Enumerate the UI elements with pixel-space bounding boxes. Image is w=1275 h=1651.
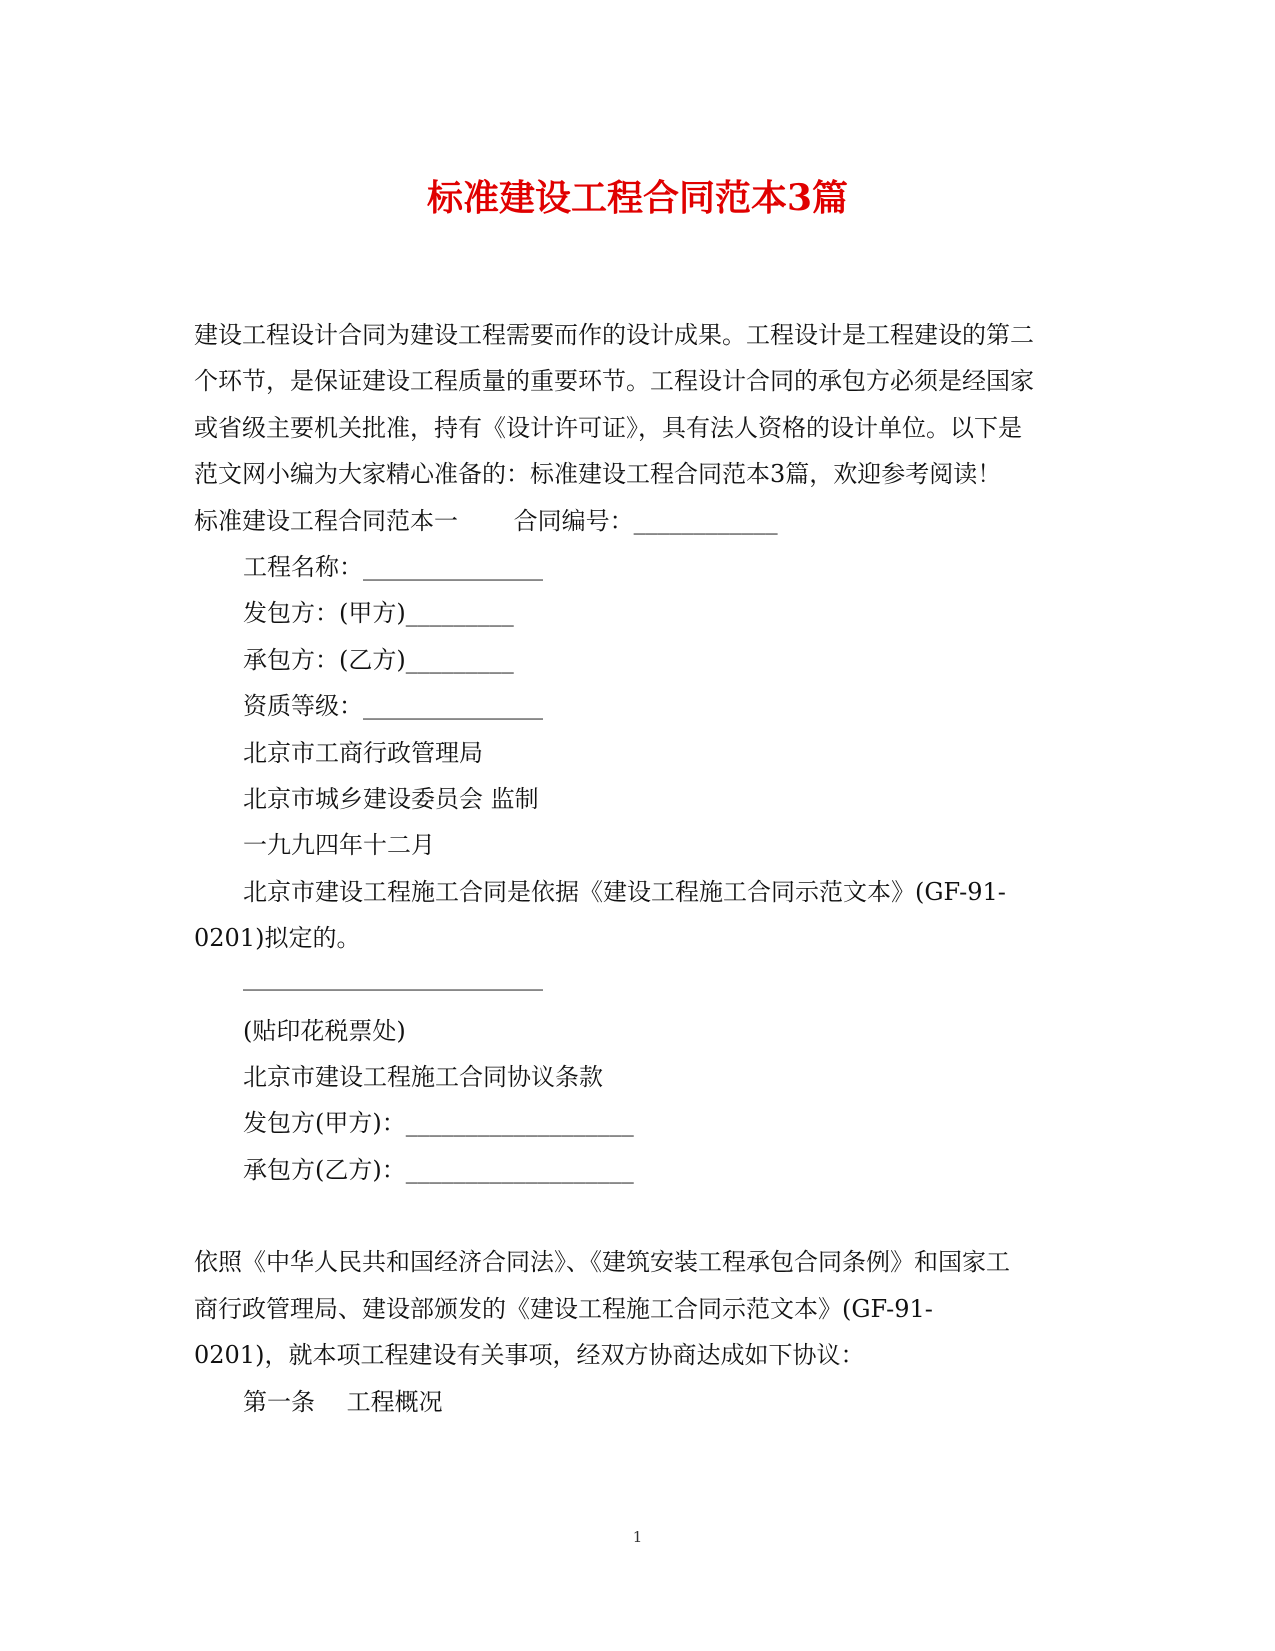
- stamp-note: (贴印花税票处): [243, 1017, 406, 1045]
- field-employer: 发包方：(甲方)_________: [243, 599, 514, 627]
- field-contractor: 承包方：(乙方)_________: [243, 646, 514, 674]
- separator-line: _________________________: [243, 963, 543, 991]
- legal-basis-line-2: 商行政管理局、建设部颁发的《建设工程施工合同示范文本》(GF-91-: [194, 1295, 933, 1323]
- issuer-2: 北京市城乡建设委员会 监制: [243, 785, 539, 813]
- field-project-name: 工程名称：_______________: [243, 553, 543, 581]
- intro-line-1: 建设工程设计合同为建设工程需要而作的设计成果。工程设计是工程建设的第二: [194, 321, 1034, 349]
- document-title: 标准建设工程合同范本3篇: [426, 177, 849, 219]
- intro-line-4: 范文网小编为大家精心准备的：标准建设工程合同范本3篇，欢迎参考阅读！: [194, 460, 1002, 488]
- issue-date: 一九九四年十二月: [243, 831, 435, 859]
- article-1-heading: 第一条 工程概况: [243, 1388, 443, 1416]
- page-number: 1: [632, 1528, 643, 1546]
- party-employer: 发包方(甲方)：___________________: [243, 1109, 634, 1137]
- agreement-title: 北京市建设工程施工合同协议条款: [243, 1063, 603, 1091]
- field-qualification: 资质等级：_______________: [243, 692, 543, 720]
- basis-line-2: 0201)拟定的。: [194, 924, 361, 952]
- party-contractor: 承包方(乙方)：___________________: [243, 1156, 634, 1184]
- basis-line-1: 北京市建设工程施工合同是依据《建设工程施工合同示范文本》(GF-91-: [243, 878, 1006, 906]
- issuer-1: 北京市工商行政管理局: [243, 739, 483, 767]
- intro-line-3: 或省级主要机关批准，持有《设计许可证》，具有法人资格的设计单位。以下是: [194, 414, 1022, 442]
- legal-basis-line-3: 0201)，就本项工程建设有关事项，经双方协商达成如下协议：: [194, 1341, 865, 1369]
- intro-line-2: 个环节，是保证建设工程质量的重要环节。工程设计合同的承包方必须是经国家: [194, 367, 1034, 395]
- contract-header: 标准建设工程合同范本一 合同编号：____________: [194, 507, 778, 535]
- legal-basis-line-1: 依照《中华人民共和国经济合同法》、《建筑安装工程承包合同条例》和国家工: [194, 1248, 1010, 1276]
